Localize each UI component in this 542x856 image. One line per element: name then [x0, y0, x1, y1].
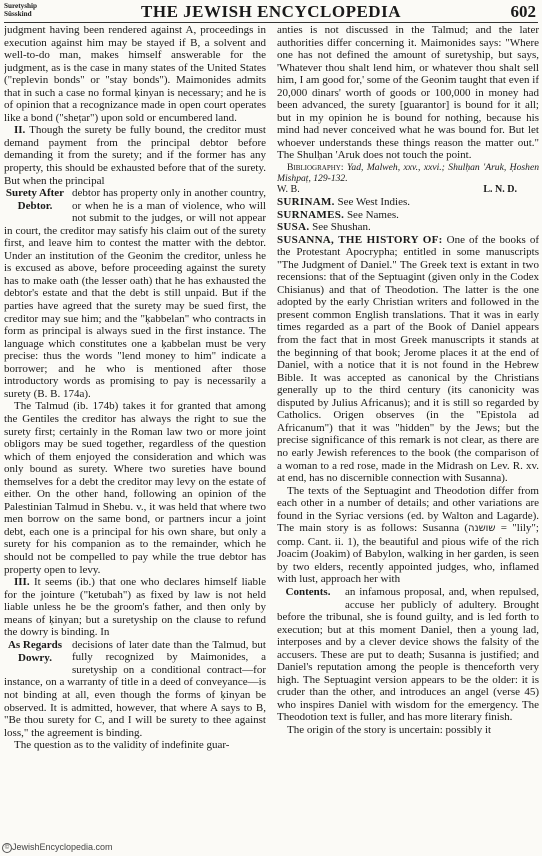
header-rule [4, 22, 538, 23]
publication-title: THE JEWISH ENCYCLOPEDIA [141, 2, 401, 21]
copyright-icon: © [2, 843, 12, 853]
paragraph: The question as to the validity of indefinite guar- [14, 739, 230, 752]
signature-left: W. B. [277, 184, 300, 196]
entry-heading: SURINAM. [277, 196, 335, 209]
paragraph-text: Though the surety be fully bound, the creditor must demand payment from the principal debtor before demanding it from the surety; and if the former has any property, this should be exhausted before that of the surety. But when the principal [4, 124, 266, 187]
bibliography-text: Yad, Malweh, xxv., xxvi.; Shulḥan 'Aruk, Ḥoshen Mishpaṭ, 129-132. [277, 162, 539, 185]
entry-susa [277, 221, 539, 234]
section-number: III. [14, 576, 30, 589]
paragraph-text: = "lily"; comp. Cant. ii. 1), the beautiful and pious wife of the rich Joacim (Joakim) of Babylon, walking in her garden, is seen by two elders, recently appointed judges, who, inflamed with lust, approach her with [277, 522, 539, 586]
section-number: II. [14, 124, 26, 137]
paragraph: an infamous proposal, and, when repulsed, accuse her publicly of adultery. Brought before the tribunal, she is found guilty, and is led forth to execution; but at this moment Daniel, then a young lad, interposes and by a clever device shows the falsity of the accusers. These are put to death; Susanna is justified; and Daniel's reputation among the people is thenceforth very high. The Septuagint version appears to be the older: it is cruder than the other, and introduces an angel (verse 45) who inspires Daniel with wisdom for the emergency. The Theodotion text is fuller, and has more literary finish. [277, 585, 539, 724]
signature-right: L. N. D. [483, 184, 517, 196]
paragraph: debtor has property only in another country, or when he is a man of violence, who will not submit to the judges, or will not appear in court, the creditor may satisfy his claim out of the surety first, and leave him to contest the matter with the debtor. Under an institution of the Geonim the creditor, unless he is excused as above, before proceeding against the surety has to make oath (the lesser oath) that he has exhausted the debtor's estate and that the debt is still unpaid. But if the parties have agreed that the surety may be sued first, the creditor may sue him; and the "ḳabbelan" who contracts in form as principal is always sued in the first instance. The language which constitutes one a ḳabbelan must be very precise: thus the words "lend money to him" indicate a borrower; and he who is mentioned after those introductory words as promising to pay is necessarily a surety (B. B. 174a). [4, 187, 266, 400]
paragraph-text: It seems (ib.) that one who declares himself liable for the jointure ("ketubah") as fixed by law is not held liable unless he be the groom's father, and then only by means of ḳinyan; but a suretyship on the clause to refund the dowry is binding. In [4, 576, 266, 639]
paragraph: The origin of the story is uncertain: possibly it [287, 723, 492, 736]
paragraph: The Talmud (ib. 174b) takes it for granted that among the Gentiles the creditor has always the right to sue the surety first; certainly in the Roman law two or more joint obligors may be sued together, regardless of the question which of them enjoyed the consideration and which was only bound as surety. Where two sureties have bound themselves for a debt the creditor may levy on the estate of either. On the other hand, following an opinion of the Palestinian Talmud in Shebu. v., it was held that where two men borrow on the same bond, or partners incur a joint debt, each one is a principal for his own share, but only a surety for his companion as to the remainder, which he should not be compelled to pay while the true debtor has property open to levy. [4, 400, 266, 576]
paragraph: anties is not discussed in the Talmud; and the later authorities differ concerning it. Maimonides says: "Where one has not defined the amount of suretyship, but says, 'Whatever thou shalt lend him, or whatever thou shalt sell him, I am good for,' some of the Geonim taught that even if 20,000 dinars' worth of goods or 100,000 in money had been advanced, the surety [guarantor] is bound for it all; but in my opinion he is bound for nothing, because his mind had never conceived what he was bound for. But let whoever understands these things reason the matter out." The Shulḥan 'Aruk does not touch the point. [277, 24, 539, 162]
paragraph [277, 485, 539, 586]
side-heading-surety-after-debtor: Surety After Debtor. [5, 187, 65, 213]
paragraph-text: One of the books of the Protestant Apocrypha; entitled in some manuscripts "The Judgment of Daniel." The Greek text is extant in two recensions: that of the Septuagint (given only in the Codex Chisianus) and that of Theodotion. The latter is the one adopted by the early Christian writers and followed in the present common English translations. That it was in early times regarded as a part of the Book of Daniel appears from the fact that in most Greek manuscripts it stands at the beginning of that book; Jerome places it at the end of Daniel, with a notice that it is not found in the Hebrew Bible. It was accepted as canonical by the Christians generally up to the third century (its canonicity was disputed by Julius Africanus); and it is still so regarded by Catholics. Origen observes (in the "Epistola ad Africanum") that it was "hidden" by the Jews; but the precise significance of this remark is not clear, as there are no early Jewish references to the book (the comparison of a woman to a red rose, made in the Midrash on Lev. R. xv. at end, has no discernible connection with Susanna). [277, 233, 539, 485]
paragraph: decisions of later date than the Talmud, but fully recognized by Maimonides, a suretyship on a conditional contract—for instance, on a warranty of title in a deed of conveyance—is not binding at all, even though the forms of ḳinyan be observed. It is admitted, however, that where A says to B, "Be thou surety for C, and I will be surety to thee against loss," the agreement is binding. [4, 638, 266, 739]
side-heading-as-regards-dowry: As Regards Dowry. [7, 638, 63, 664]
author-signatures [277, 184, 539, 196]
site-footer [2, 842, 113, 853]
running-head-top: Suretyship [4, 2, 38, 10]
bibliography [277, 162, 539, 184]
entry-heading: SUSANNA, THE HISTORY OF: [277, 233, 443, 246]
entry-surinam [277, 196, 539, 209]
entry-surnames [277, 209, 539, 222]
page-header [0, 0, 542, 24]
left-column [4, 24, 266, 836]
cross-reference: See Names. [344, 208, 399, 221]
paragraph-text: The texts of the Septuagint and Theodotion differ from each other in a number of details; and other variations are found in the Syriac versions (ed. by Walton and Lagarde). The main story is as follows: Susanna ( [277, 484, 539, 535]
entry-susanna [277, 234, 539, 485]
right-column [277, 24, 539, 836]
page-number: 602 [510, 2, 536, 21]
hebrew-word: שושנה [468, 523, 496, 535]
paragraph [4, 576, 266, 639]
paragraph: judgment having been rendered against A, proceedings in execution against him may be stayed if B, a solvent and well-to-do man, makes himself answerable for the judgment, as is the case in many states of the United States ("replevin bonds" or "stay bonds"). Maimonides admits that in such a case no formal ḳinyan is necessary; and he is of opinion that a recognizance made in open court operates like a bond ("sheṭar") upon sold or encumbered land. [4, 24, 266, 124]
bibliography-label: Bibliography: [287, 162, 344, 174]
running-head-bottom: Süsskind [4, 10, 32, 18]
cross-reference: See Shushan. [309, 221, 371, 234]
entry-heading: SUSA. [277, 221, 310, 234]
paragraph [4, 124, 266, 187]
cross-reference: See West Indies. [334, 196, 411, 209]
footer-site: JewishEncyclopedia.com [12, 842, 113, 852]
entry-heading: SURNAMES. [277, 208, 345, 221]
side-heading-contents: Contents. [285, 585, 331, 598]
